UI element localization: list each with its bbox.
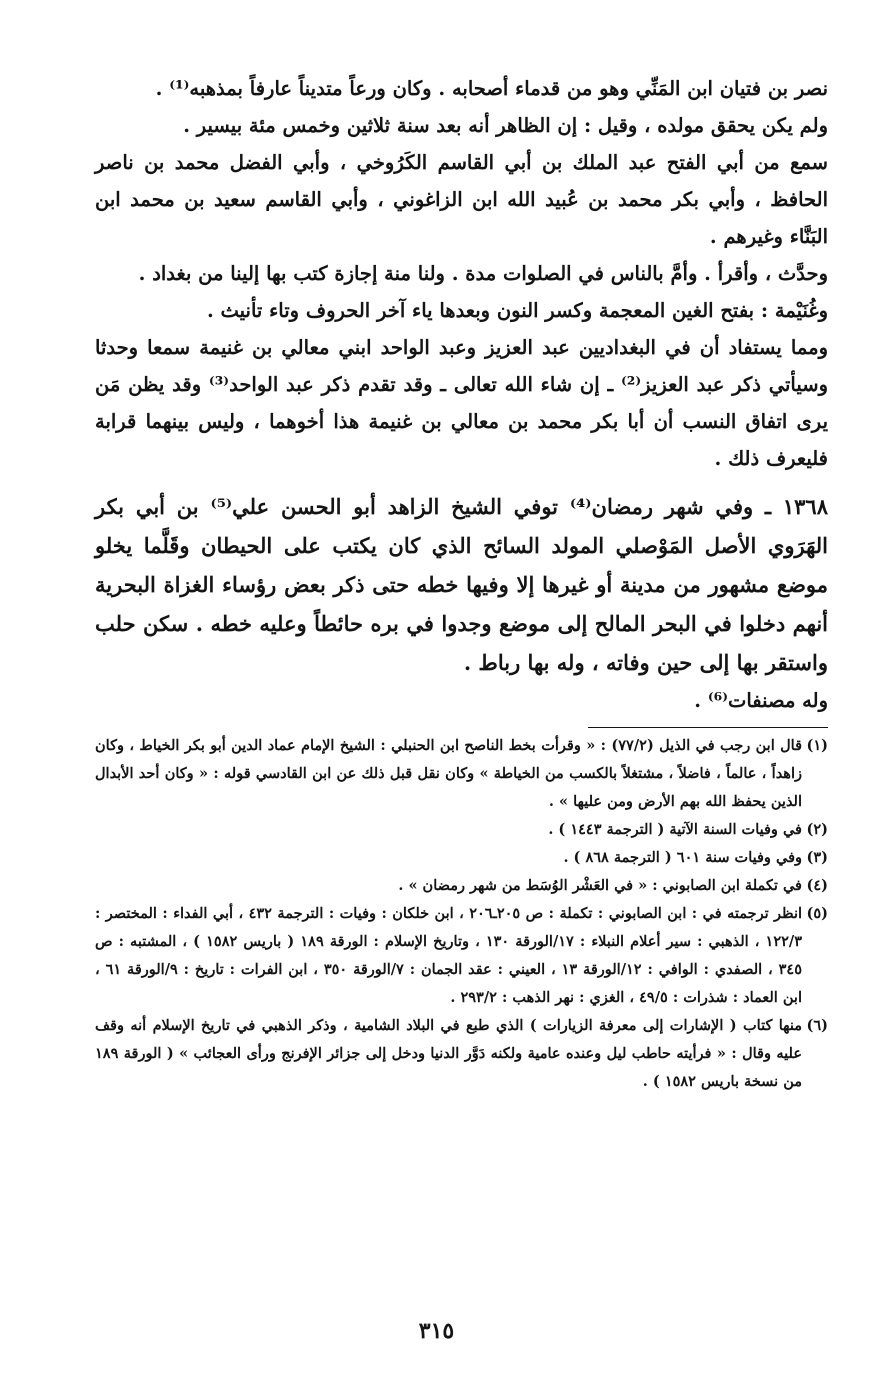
footnote-text: قال ابن رجب في الذيل (٧٧/٢) : « وقرأت بخط الناصح ابن الحنبلي : الشيخ الإمام عماد الدين أبو بكر الخياط ، وكان زاهداً ، عالماً ، فاضلاً ، مشتغلاً بالكسب من الخياطة » وكان نقل قبل ذلك عن ابن القادسي قوله : « وكان أحد الأبدال الذين يحفظ الله بهم الأرض ومن عليها » . bbox=[95, 737, 802, 810]
footnote bbox=[95, 816, 828, 844]
footnote-text: في وفيات السنة الآتية ( الترجمة ١٤٤٣ ) . bbox=[548, 821, 802, 838]
footnote-number: (١) bbox=[806, 737, 828, 754]
footnote-number: (٥) bbox=[806, 905, 828, 922]
paragraph: ولم يكن يحقق مولده ، وقيل : إن الظاهر أنه بعد سنة ثلاثين وخمس مئة بيسير . bbox=[183, 114, 828, 137]
paragraph: وغُنَيْمة : بفتح الغين المعجمة وكسر النون وبعدها ياء آخر الحروف وتاء تأنيث . bbox=[206, 299, 828, 322]
footnote bbox=[95, 872, 828, 900]
page-content bbox=[95, 70, 828, 1096]
footnotes bbox=[95, 732, 828, 1096]
footnote bbox=[95, 1012, 828, 1096]
page-number: ٣١٥ bbox=[418, 1318, 455, 1344]
footnote-number: (٦) bbox=[806, 1017, 828, 1034]
footnote-number: (٣) bbox=[806, 849, 828, 866]
footnote bbox=[95, 732, 828, 816]
footnote-number: (٤) bbox=[806, 877, 828, 894]
main-text bbox=[95, 70, 828, 719]
footnote bbox=[95, 900, 828, 1012]
footnote-text: وفي وفيات سنة ٦٠١ ( الترجمة ٨٦٨ ) . bbox=[563, 849, 802, 866]
footnote-text: منها كتاب ( الإشارات إلى معرفة الزيارات ) الذي طبع في البلاد الشامية ، وذكر الذهبي في تاريخ الإسلام أنه وقف عليه وقال : « فرأيته حاطب ليل وعنده عامية ولكنه دَوَّر الدنيا ودخل إلى جزائر الإفرنج ورأى العجائب » ( الورقة ١٨٩ من نسخة باريس ١٥٨٢ ) . bbox=[95, 1017, 802, 1090]
footnote-text: انظر ترجمته في : ابن الصابوني : تكملة : ص ٢٠٥ـ٢٠٦ ، ابن خلكان : وفيات : الترجمة ٤٣٢ ، أبي الفداء : المختصر : ١٢٢/٣ ، الذهبي : سير أعلام النبلاء : ١٧/الورقة ١٣٠ ، وتاريخ الإسلام : الورقة ١٨٩ ( باريس ١٥٨٢ ) ، المشتبه : ص ٣٤٥ ، الصفدي : الوافي : ١٢/الورقة ١٣ ، العيني : عقد الجمان : ٧/الورقة ٣٥٠ ، ابن الفرات : تاريخ : ٩/الورقة ٦١ ، ابن العماد : شذرات : ٤٩/٥ ، الغزي : نهر الذهب : ٢٩٣/٢ . bbox=[95, 905, 803, 1006]
footnote bbox=[95, 844, 828, 872]
footnote-separator bbox=[588, 727, 828, 728]
paragraph: وحدَّث ، وأقرأ . وأمَّ بالناس في الصلوات مدة . ولنا منة إجازة كتب بها إلينا من بغداد . bbox=[138, 262, 828, 285]
paragraph: ومما يستفاد أن في البغداديين عبد العزيز وعبد الواحد ابني معالي بن غنيمة سمعا وحدثا وسيأتي ذكر عبد العزيز⁽²⁾ ـ إن شاء الله تعالى ـ وقد تقدم ذكر عبد الواحد⁽³⁾ وقد يظن مَن يرى اتفاق النسب أن أبا بكر محمد بن معالي بن غنيمة هذا أخوهما ، وليس بينهما قرابة فليعرف ذلك . bbox=[95, 336, 828, 470]
paragraph: سمع من أبي الفتح عبد الملك بن أبي القاسم الكَرُوخي ، وأبي الفضل محمد بن ناصر الحافظ ، وأبي بكر محمد بن عُبيد الله ابن الزاغوني ، وأبي القاسم سعيد بن محمد ابن البَنَّاء وغيرهم . bbox=[95, 151, 828, 248]
biography-entry: ١٣٦٨ ـ وفي شهر رمضان⁽⁴⁾ توفي الشيخ الزاهد أبو الحسن علي⁽⁵⁾ بن أبي بكر الهَرَوي الأصل المَوْصلي المولد السائح الذي كان يكتب على الحيطان وقَلَّما يخلو موضع مشهور من مدينة أو غيرها إلا وفيها خطه حتى ذكر بعض رؤساء الغزاة البحرية أنهم دخلوا في البحر المالح إلى موضع وجدوا في بره حائطاً وعليه خطه . سكن حلب واستقر بها إلى حين وفاته ، وله بها رباط . bbox=[95, 494, 828, 675]
footnote-number: (٢) bbox=[806, 821, 828, 838]
footnote-text: في تكملة ابن الصابوني : « في العَشْر الوُسَط من شهر رمضان » . bbox=[398, 877, 802, 894]
paragraph: نصر بن فتيان ابن المَنِّي وهو من قدماء أصحابه . وكان ورعاً متديناً عارفاً بمذهبه⁽¹⁾ . bbox=[155, 77, 828, 100]
paragraph: وله مصنفات⁽⁶⁾ . bbox=[694, 689, 828, 712]
